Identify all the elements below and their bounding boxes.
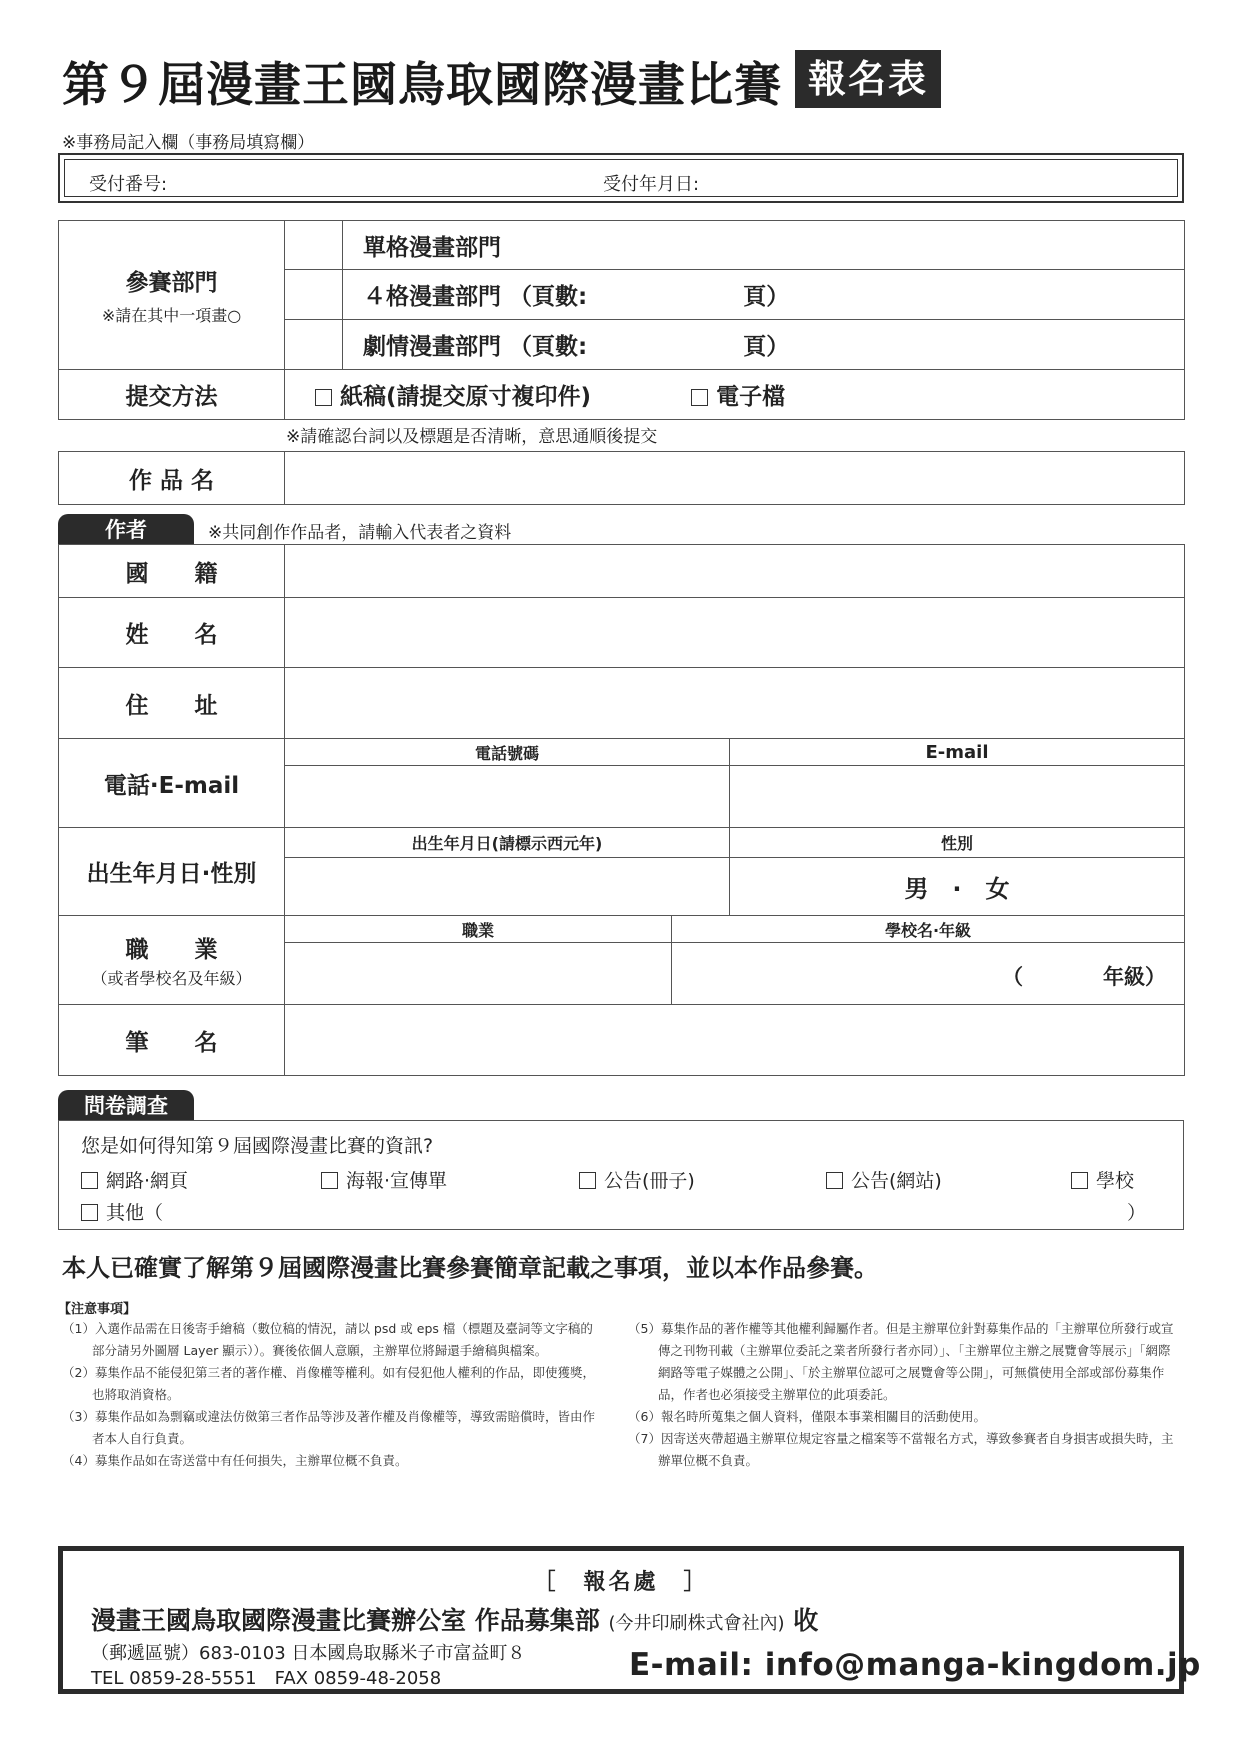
job-label [59, 916, 285, 1005]
note-item: （5）募集作品的著作權等其他權利歸屬作者。但是主辦單位針對募集作品的「主辦單位所發行或宣傳之刊物刊載（主辦單位委託之業者所發行者亦同）」、「主辦單位主辦之展覽會等展示」「網際網路等電子媒體之公開」、「於主辦單位認可之展覽會等公開」，可無償使用全部或部份募集作品，作者也必須接受主辦單位的此項委託。 [628, 1321, 1174, 1402]
email-header: E-mail [730, 739, 1185, 766]
note-item: （7）因寄送夾帶超過主辦單位規定容量之檔案等不當報名方式，導致參賽者自身損害或損失時，主辦單位概不負責。 [628, 1431, 1174, 1468]
phone-field[interactable] [285, 766, 730, 828]
notes-right-column [628, 1318, 1180, 1472]
survey-option-poster[interactable] [321, 1166, 447, 1193]
footer-tel-fax: TEL 0859-28-5551 FAX 0859-48-2058 [91, 1668, 442, 1689]
birth-field[interactable] [285, 858, 730, 916]
birth-header: 出生年月日(請標示西元年) [285, 828, 730, 858]
category-circle-cell-1[interactable] [285, 221, 343, 270]
footer-heading: ［ 報名處 ］ [533, 1570, 709, 1595]
category-label [59, 221, 285, 370]
form-badge: 報名表 [795, 50, 941, 108]
other-checkbox[interactable] [81, 1204, 98, 1221]
address-label: 住 址 [59, 668, 285, 739]
note-item: （1）入選作品需在日後寄手繪稿（數位稿的情況，請以 psd 或 eps 檔（標題及臺詞等文字稿的部分請另外圖層 Layer 顯示））。賽後依個人意願，主辦單位將歸還手繪稿與檔案。 [62, 1321, 593, 1358]
note-item: （6）報名時所蒐集之個人資料，僅限本事業相關目的活動使用。 [628, 1409, 986, 1424]
receipt-number-label: 受付番号: [89, 174, 168, 195]
job-header: 職業 [285, 916, 672, 943]
entry-table [58, 220, 1185, 420]
office-note: ※事務局記入欄（事務局填寫欄） [62, 133, 315, 153]
survey-option-school-label: 學校 [1096, 1170, 1135, 1192]
category-story [343, 320, 1185, 370]
submission-address-box [58, 1546, 1201, 1694]
footer-address [91, 1641, 525, 1691]
gender-options[interactable]: 男 · 女 [730, 858, 1185, 916]
pen-name-label: 筆 名 [59, 1005, 285, 1076]
survey-option-booklet-label: 公告(冊子) [604, 1170, 695, 1192]
category-circle-cell-2[interactable] [285, 270, 343, 320]
job-field[interactable] [285, 943, 672, 1005]
pen-name-field[interactable] [285, 1005, 1185, 1076]
paper-checkbox[interactable] [315, 389, 332, 406]
category-4koma-label: ４格漫畫部門 （頁數: [363, 284, 588, 310]
category-note: ※請在其中一項畫○ [101, 306, 242, 325]
category-label-text: 參賽部門 [125, 270, 218, 296]
survey-option-website[interactable] [826, 1166, 942, 1193]
job-sub-label: （或者學校名及年級） [91, 969, 252, 988]
nationality-label: 國 籍 [59, 545, 285, 598]
category-story-pages-suffix: 頁） [743, 334, 790, 360]
contact-label: 電話·E-mail [59, 739, 285, 828]
survey-option-web[interactable] [81, 1166, 188, 1193]
notes-left-column [62, 1318, 598, 1472]
author-note: ※共同創作作品者，請輸入代表者之資料 [208, 523, 512, 543]
survey-tab: 問卷調查 [58, 1090, 194, 1120]
footer-org-name: 漫畫王國鳥取國際漫畫比賽辦公室 作品募集部 [91, 1606, 600, 1635]
note-item: （3）募集作品如為剽竊或違法仿傚第三者作品等涉及著作權及肖像權等，導致需賠償時，皆由作者本人自行負責。 [62, 1409, 595, 1446]
job-label-text: 職 業 [125, 937, 218, 963]
survey-option-other-label: 其他（ [106, 1202, 164, 1224]
survey-option-booklet[interactable] [579, 1166, 695, 1193]
survey-question: 您是如何得知第９屆國際漫畫比賽的資訊? [81, 1135, 434, 1157]
footer-organization [91, 1601, 818, 1637]
name-field[interactable] [285, 598, 1185, 668]
submit-note: ※請確認台詞以及標題是否清晰，意思通順後提交 [286, 427, 658, 447]
survey-option-website-label: 公告(網站) [851, 1170, 942, 1192]
submit-method-label: 提交方法 [59, 370, 285, 420]
author-tab: 作者 [58, 514, 194, 544]
booklet-checkbox[interactable] [579, 1172, 596, 1189]
phone-header: 電話號碼 [285, 739, 730, 766]
grade-open: （ [1002, 965, 1023, 989]
footer-org-suffix: 收 [793, 1606, 819, 1635]
address-field[interactable] [285, 668, 1185, 739]
category-circle-cell-3[interactable] [285, 320, 343, 370]
footer-org-note: (今井印刷株式會社內) [608, 1613, 785, 1634]
email-field[interactable] [730, 766, 1185, 828]
note-item: （4）募集作品如在寄送當中有任何損失，主辦單位概不負責。 [62, 1453, 408, 1468]
grade-close: 年級） [1103, 965, 1167, 989]
website-checkbox[interactable] [826, 1172, 843, 1189]
office-use-box [58, 153, 1184, 203]
work-title-table [58, 451, 1185, 505]
birth-gender-label: 出生年月日·性別 [59, 828, 285, 916]
survey-option-web-label: 網路·網頁 [106, 1170, 189, 1192]
footer-postal: （郵遞區號）683-0103 日本國鳥取縣米子市富益町８ [91, 1643, 526, 1664]
survey-box [58, 1120, 1184, 1230]
survey-option-other[interactable] [81, 1198, 163, 1225]
digital-checkbox[interactable] [691, 389, 708, 406]
survey-option-poster-label: 海報·宣傳單 [346, 1170, 448, 1192]
page-title: 第９屆漫畫王國鳥取國際漫畫比賽 [62, 58, 782, 113]
category-4koma-pages-suffix: 頁） [743, 284, 790, 310]
confirmation-statement: 本人已確實了解第９屆國際漫畫比賽參賽簡章記載之事項，並以本作品參賽。 [62, 1254, 878, 1282]
submit-method-options [285, 370, 1185, 420]
digital-option-label: 電子檔 [716, 384, 786, 410]
nationality-field[interactable] [285, 545, 1185, 598]
poster-checkbox[interactable] [321, 1172, 338, 1189]
school-header: 學校名·年級 [672, 916, 1185, 943]
school-checkbox[interactable] [1071, 1172, 1088, 1189]
notes-title: 【注意事項】 [58, 1302, 137, 1317]
receipt-date-label: 受付年月日: [603, 174, 700, 195]
paper-option-label: 紙稿(請提交原寸複印件) [340, 384, 592, 410]
work-title-label: 作 品 名 [59, 452, 285, 505]
gender-header: 性別 [730, 828, 1185, 858]
note-item: （2）募集作品不能侵犯第三者的著作權、肖像權等權利。如有侵犯他人權利的作品，即使獲獎，也將取消資格。 [62, 1365, 595, 1402]
school-field[interactable] [672, 943, 1185, 1005]
work-title-field[interactable] [285, 452, 1185, 505]
author-table [58, 544, 1185, 1076]
category-single: 單格漫畫部門 [343, 221, 1185, 270]
survey-other-close: ） [1127, 1202, 1147, 1224]
web-checkbox[interactable] [81, 1172, 98, 1189]
category-4koma [343, 270, 1185, 320]
category-story-label: 劇情漫畫部門 （頁數: [363, 334, 588, 360]
footer-email[interactable]: E-mail: info@manga-kingdom.jp [629, 1647, 1201, 1683]
name-label: 姓 名 [59, 598, 285, 668]
survey-option-school[interactable] [1071, 1166, 1134, 1193]
